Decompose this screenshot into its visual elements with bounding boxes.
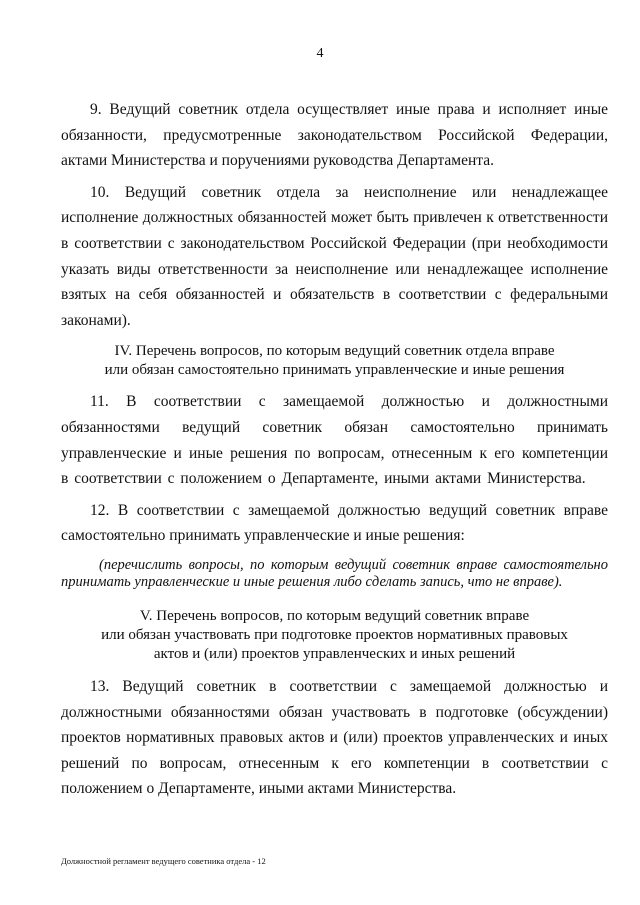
page-number: 4 xyxy=(316,46,324,61)
section-4-heading xyxy=(61,342,608,380)
paragraph-12: 12. В соответствии с замещаемой должностью ведущий советник вправе самостоятельно принимать управленческие и иные решения: xyxy=(61,501,608,545)
paragraph-12-note: (перечислить вопросы, по которым ведущий советник вправе самостоятельно принимать управленческие и иные решения либо сделать запись, что не вправе). xyxy=(61,556,608,591)
section-5-heading-line-3: актов и (или) проектов управленческих и иных решений xyxy=(153,645,516,662)
paragraph-9: 9. Ведущий советник отдела осуществляет иные права и исполняет иные обязанности, предусмотренные законодательством Российской Федерации, актами Министерства и поручениями руководства Департамента. xyxy=(61,101,608,170)
paragraph-13: 13. Ведущий советник в соответствии с замещаемой должностью и должностными обязанностями обязан участвовать в подготовке (обсуждении) проектов нормативных правовых актов и (или) проектов управленческих и иных решений по вопросам, отнесенным к его компетенции в соответствии с положением о Департаменте, иными актами Министерства. xyxy=(61,677,608,798)
paragraph-11: 11. В соответствии с замещаемой должностью и должностными обязанностями ведущий советник обязан самостоятельно принимать управленческие и иные решения по вопросам, отнесенным к его компетенции в соответствии с положением о Департаменте, иными актами Министерства. xyxy=(61,393,608,488)
section-4-heading-line-2: или обязан самостоятельно принимать управленческие и иные решения xyxy=(104,362,565,379)
section-5-heading-line-2: или обязан участвовать при подготовке проектов нормативных правовых xyxy=(101,626,568,643)
section-5-heading-line-1: V. Перечень вопросов, по которым ведущий советник вправе xyxy=(139,607,530,624)
section-4-heading-line-1: IV. Перечень вопросов, по которым ведущий советник отдела вправе xyxy=(114,343,555,360)
paragraph-10: 10. Ведущий советник отдела за неисполнение или ненадлежащее исполнение должностных обязанностей может быть привлечен к ответственности в соответствии с законодательством Российской Федерации (при необходимости указать виды ответственности за неисполнение или ненадлежащее исполнение взятых на себя обязанностей и обязательств в соответствии с федеральными законами). xyxy=(61,183,608,329)
document-body xyxy=(61,97,608,802)
section-5-heading xyxy=(61,607,608,664)
page-footer: Должностной регламент ведущего советника отдела - 12 xyxy=(61,856,266,866)
